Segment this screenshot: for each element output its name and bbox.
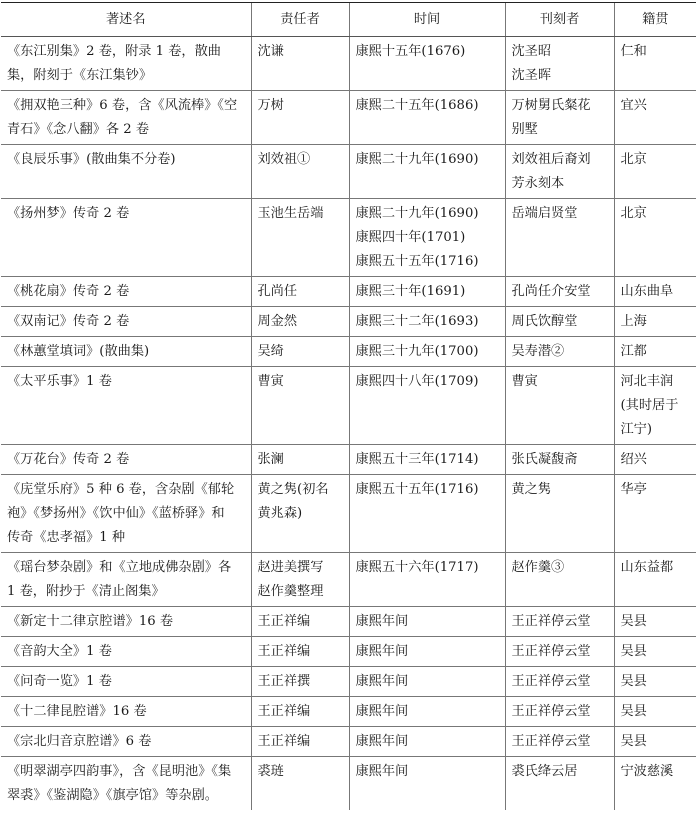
cell-author [251, 757, 349, 811]
table-row [1, 37, 696, 91]
cell-line: 《宗北归音京腔谱》6 卷 [7, 734, 152, 749]
cell-line: 《拥双艳三种》6 卷，含《风流棒》《空 [7, 98, 238, 113]
cell-line: 康熙四十八年(1709) [355, 374, 479, 389]
cell-line: 刘效祖① [257, 152, 311, 167]
cell-publisher [505, 757, 614, 811]
cell-line: 康熙四十年(1701) [355, 230, 466, 245]
table-row [1, 637, 696, 667]
cell-date [349, 37, 505, 91]
cell-title [1, 727, 251, 757]
cell-publisher [505, 637, 614, 667]
cell-date [349, 367, 505, 445]
cell-line: 宜兴 [620, 98, 647, 113]
table-row [1, 607, 696, 637]
cell-title [1, 91, 251, 145]
cell-author [251, 199, 349, 277]
cell-author [251, 607, 349, 637]
cell-line: 康熙五十三年(1714) [355, 452, 479, 467]
cell-line: 康熙三十年(1691) [355, 284, 466, 299]
cell-line: 山东曲阜 [620, 284, 674, 299]
cell-line: 康熙二十九年(1690) [355, 152, 479, 167]
cell-line: 《十二律昆腔谱》16 卷 [7, 704, 147, 719]
cell-origin [614, 757, 696, 811]
cell-line: 赵作羹整理 [257, 584, 324, 599]
cell-title [1, 757, 251, 811]
cell-line: 沈谦 [257, 44, 284, 59]
header-origin: 籍贯 [614, 3, 696, 37]
cell-origin [614, 367, 696, 445]
cell-line: 王正祥编 [257, 734, 311, 749]
cell-date [349, 637, 505, 667]
cell-author [251, 337, 349, 367]
cell-title [1, 445, 251, 475]
cell-title [1, 607, 251, 637]
cell-line: 北京 [620, 206, 647, 221]
cell-publisher [505, 475, 614, 553]
cell-line: 周氏饮醇堂 [511, 314, 578, 329]
header-title: 著述名 [1, 3, 251, 37]
cell-line: 沈圣昭 [511, 44, 552, 59]
cell-title [1, 37, 251, 91]
cell-line: 王正祥停云堂 [511, 644, 591, 659]
cell-line: 江都 [620, 344, 647, 359]
cell-title [1, 199, 251, 277]
cell-line: (其时居于 [620, 398, 679, 413]
cell-publisher [505, 727, 614, 757]
cell-origin [614, 199, 696, 277]
cell-title [1, 145, 251, 199]
cell-line: 《明翠湖亭四韵事》，含《昆明池》《集 [7, 764, 232, 779]
cell-date [349, 607, 505, 637]
cell-line: 康熙十五年(1676) [355, 44, 466, 59]
cell-date [349, 307, 505, 337]
cell-line: 吴县 [620, 704, 647, 719]
cell-line: 万树舅氏粲花 [511, 98, 591, 113]
cell-line: 孔尚任介安堂 [511, 284, 591, 299]
cell-publisher [505, 667, 614, 697]
cell-line: 裘氏绛云居 [511, 764, 578, 779]
cell-title [1, 697, 251, 727]
cell-line: 康熙五十六年(1717) [355, 560, 479, 575]
cell-line: 康熙年间 [355, 614, 409, 629]
table-row [1, 307, 696, 337]
cell-line: 康熙五十五年(1716) [355, 254, 479, 269]
table-row [1, 91, 696, 145]
cell-publisher [505, 697, 614, 727]
cell-line: 别墅 [511, 122, 538, 137]
cell-title [1, 553, 251, 607]
cell-publisher [505, 199, 614, 277]
cell-line: 康熙年间 [355, 764, 409, 779]
cell-line: 绍兴 [620, 452, 647, 467]
cell-date [349, 697, 505, 727]
cell-line: 集，附刻于《东江集钞》 [7, 68, 153, 83]
cell-line: 康熙年间 [355, 734, 409, 749]
cell-line: 裘琏 [257, 764, 284, 779]
table-row [1, 697, 696, 727]
cell-date [349, 757, 505, 811]
cell-date [349, 91, 505, 145]
cell-publisher [505, 607, 614, 637]
cell-line: 王正祥停云堂 [511, 734, 591, 749]
cell-line: 《问奇一览》1 卷 [7, 674, 112, 689]
cell-line: 沈圣晖 [511, 68, 552, 83]
cell-line: 吴寿潜② [511, 344, 565, 359]
table-body [1, 37, 696, 811]
header-date: 时间 [349, 3, 505, 37]
cell-origin [614, 607, 696, 637]
cell-origin [614, 697, 696, 727]
cell-line: 曹寅 [511, 374, 538, 389]
table-row [1, 667, 696, 697]
cell-line: 《林蕙堂填词》(散曲集) [7, 344, 150, 359]
table-row [1, 445, 696, 475]
cell-origin [614, 667, 696, 697]
cell-line: 赵作羹③ [511, 560, 565, 575]
header-publisher: 刊刻者 [505, 3, 614, 37]
cell-line: 康熙年间 [355, 644, 409, 659]
cell-title [1, 307, 251, 337]
header-row [1, 3, 696, 37]
cell-origin [614, 727, 696, 757]
cell-line: 吴县 [620, 674, 647, 689]
cell-line: 吴县 [620, 644, 647, 659]
cell-line: 江宁) [620, 422, 653, 437]
cell-line: 上海 [620, 314, 647, 329]
cell-line: 康熙三十二年(1693) [355, 314, 479, 329]
cell-date [349, 667, 505, 697]
table-row [1, 277, 696, 307]
cell-line: 传奇《忠孝福》1 种 [7, 530, 126, 545]
table-row [1, 145, 696, 199]
cell-title [1, 667, 251, 697]
publication-table [1, 2, 696, 810]
cell-author [251, 37, 349, 91]
header-author: 责任者 [251, 3, 349, 37]
cell-author [251, 145, 349, 199]
cell-line: 《太平乐事》1 卷 [7, 374, 112, 389]
cell-line: 康熙二十五年(1686) [355, 98, 479, 113]
cell-origin [614, 91, 696, 145]
cell-line: 吴县 [620, 734, 647, 749]
cell-line: 王正祥停云堂 [511, 614, 591, 629]
cell-line: 黄之隽(初名 [257, 482, 329, 497]
cell-line: 康熙五十五年(1716) [355, 482, 479, 497]
cell-line: 仁和 [620, 44, 647, 59]
cell-date [349, 145, 505, 199]
cell-origin [614, 553, 696, 607]
table-row [1, 727, 696, 757]
cell-line: 王正祥编 [257, 704, 311, 719]
cell-line: 王正祥撰 [257, 674, 311, 689]
cell-author [251, 697, 349, 727]
cell-origin [614, 37, 696, 91]
cell-origin [614, 337, 696, 367]
cell-author [251, 307, 349, 337]
cell-publisher [505, 91, 614, 145]
cell-line: 《桃花扇》传奇 2 卷 [7, 284, 130, 299]
cell-line: 《双南记》传奇 2 卷 [7, 314, 130, 329]
cell-date [349, 727, 505, 757]
table-row [1, 475, 696, 553]
cell-line: 袍》《梦扬州》《饮中仙》《蓝桥驿》和 [7, 506, 225, 521]
cell-line: 康熙二十九年(1690) [355, 206, 479, 221]
cell-line: 北京 [620, 152, 647, 167]
cell-line: 翠裘》《鉴湖隐》《旗亭馆》等杂剧。 [7, 788, 218, 803]
cell-date [349, 337, 505, 367]
cell-origin [614, 307, 696, 337]
cell-date [349, 277, 505, 307]
cell-date [349, 445, 505, 475]
cell-publisher [505, 367, 614, 445]
cell-line: 玉池生岳端 [257, 206, 324, 221]
cell-line: 山东益都 [620, 560, 674, 575]
cell-line: 《音韵大全》1 卷 [7, 644, 112, 659]
cell-line: 《扬州梦》传奇 2 卷 [7, 206, 130, 221]
cell-author [251, 91, 349, 145]
cell-line: 王正祥停云堂 [511, 704, 591, 719]
cell-line: 《庑堂乐府》5 种 6 卷，含杂剧《郁轮 [7, 482, 235, 497]
cell-author [251, 475, 349, 553]
cell-publisher [505, 307, 614, 337]
cell-date [349, 553, 505, 607]
cell-line: 《新定十二律京腔谱》16 卷 [7, 614, 174, 629]
cell-date [349, 475, 505, 553]
cell-title [1, 277, 251, 307]
table-row [1, 367, 696, 445]
cell-publisher [505, 553, 614, 607]
cell-line: 黄兆森) [257, 506, 303, 521]
cell-title [1, 475, 251, 553]
cell-line: 王正祥编 [257, 644, 311, 659]
cell-line: 芳永刻本 [511, 176, 565, 191]
cell-line: 周金然 [257, 314, 298, 329]
cell-line: 曹寅 [257, 374, 284, 389]
cell-line: 1 卷，附抄于《清止阁集》 [7, 584, 165, 599]
cell-author [251, 727, 349, 757]
cell-origin [614, 445, 696, 475]
cell-line: 青石》《念八翻》各 2 卷 [7, 122, 150, 137]
cell-origin [614, 475, 696, 553]
cell-line: 华亭 [620, 482, 647, 497]
cell-publisher [505, 37, 614, 91]
cell-author [251, 367, 349, 445]
cell-line: 赵进美撰写 [257, 560, 324, 575]
cell-line: 吴县 [620, 614, 647, 629]
cell-author [251, 667, 349, 697]
cell-author [251, 553, 349, 607]
cell-line: 张氏凝馥斋 [511, 452, 578, 467]
cell-line: 岳端启贤堂 [511, 206, 578, 221]
cell-origin [614, 637, 696, 667]
cell-publisher [505, 445, 614, 475]
cell-origin [614, 145, 696, 199]
cell-line: 王正祥编 [257, 614, 311, 629]
cell-line: 康熙三十九年(1700) [355, 344, 479, 359]
cell-line: 康熙年间 [355, 704, 409, 719]
cell-line: 《瑶台梦杂剧》和《立地成佛杂剧》各 [7, 560, 232, 575]
cell-date [349, 199, 505, 277]
cell-author [251, 637, 349, 667]
table-row [1, 757, 696, 811]
cell-publisher [505, 145, 614, 199]
cell-line: 河北丰润 [620, 374, 674, 389]
cell-publisher [505, 277, 614, 307]
cell-title [1, 337, 251, 367]
cell-author [251, 445, 349, 475]
table-row [1, 553, 696, 607]
cell-origin [614, 277, 696, 307]
cell-line: 王正祥停云堂 [511, 674, 591, 689]
cell-title [1, 637, 251, 667]
cell-line: 《良辰乐事》(散曲集不分卷) [7, 152, 176, 167]
cell-line: 万树 [257, 98, 284, 113]
table-row [1, 199, 696, 277]
cell-line: 《东江别集》2 卷，附录 1 卷，散曲 [7, 44, 221, 59]
cell-title [1, 367, 251, 445]
cell-publisher [505, 337, 614, 367]
cell-line: 刘效祖后裔刘 [511, 152, 591, 167]
cell-line: 吴绮 [257, 344, 284, 359]
cell-line: 康熙年间 [355, 674, 409, 689]
cell-line: 宁波慈溪 [620, 764, 674, 779]
cell-line: 张澜 [257, 452, 284, 467]
table-row [1, 337, 696, 367]
cell-line: 孔尚任 [257, 284, 298, 299]
cell-line: 黄之隽 [511, 482, 552, 497]
cell-author [251, 277, 349, 307]
cell-line: 《万花台》传奇 2 卷 [7, 452, 130, 467]
